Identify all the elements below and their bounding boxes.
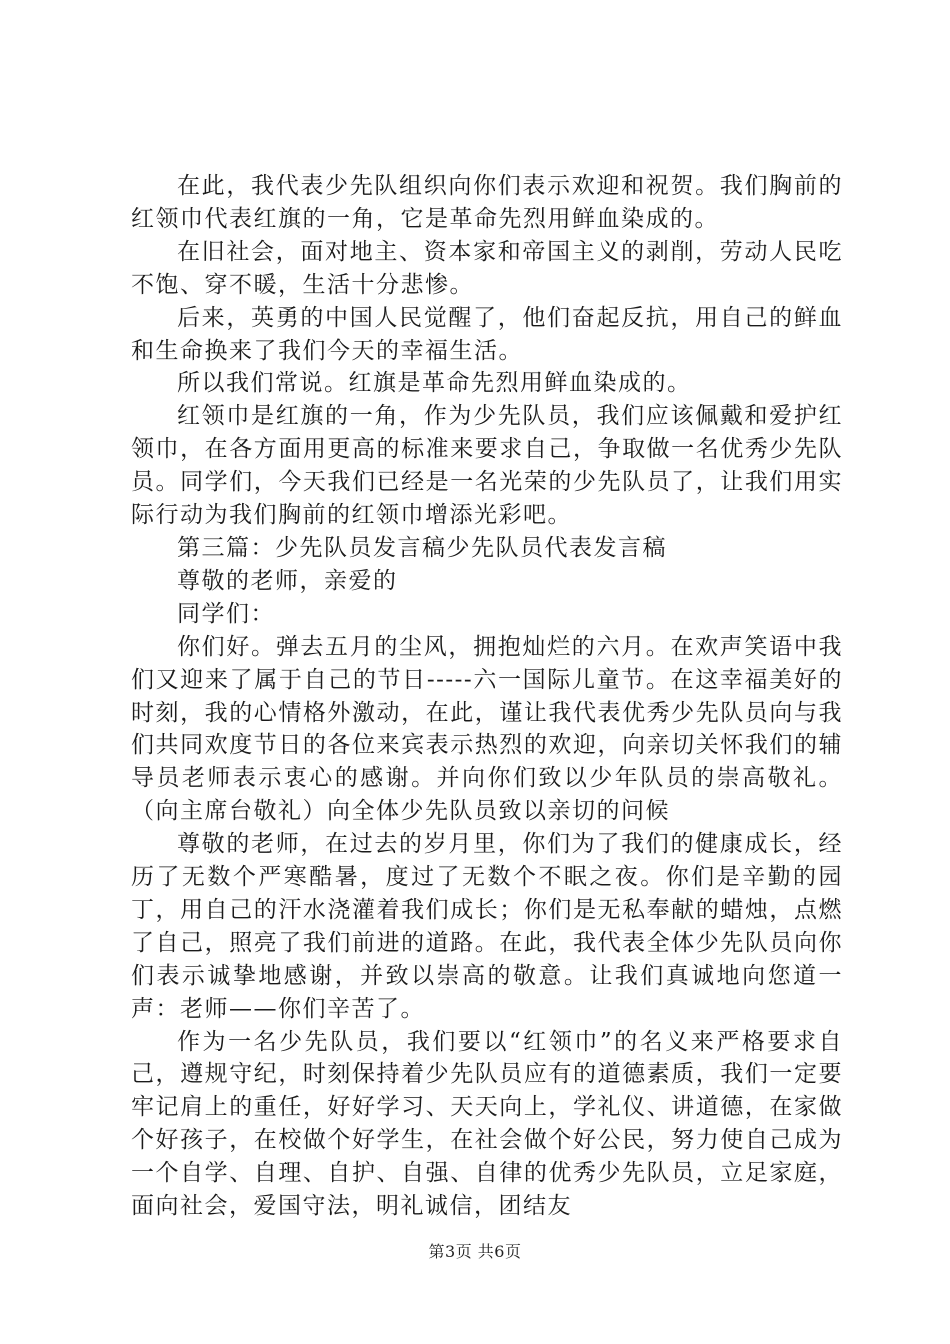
document-body bbox=[131, 170, 843, 1223]
paragraph-pledge: 作为一名少先队员，我们要以“红领巾”的名义来严格要求自己，遵规守纪，时刻保持着少先队员应有的道德素质，我们一定要牢记肩上的重任，好好学习、天天向上，学礼仪、讲道德，在家做个好孩子，在校做个好学生，在社会做个好公民，努力使自己成为一个自学、自理、自护、自强、自律的优秀少先队员，立足家庭，面向社会，爱国守法，明礼诚信，团结友 bbox=[131, 1028, 843, 1220]
section-heading: 第三篇：少先队员发言稿少先队员代表发言稿 bbox=[177, 534, 667, 561]
paragraph-awakening: 后来，英勇的中国人民觉醒了，他们奋起反抗，用自己的鲜血和生命换来了我们今天的幸福生活。 bbox=[131, 304, 843, 364]
page-number: 第3页 共6页 bbox=[428, 1242, 522, 1261]
paragraph-old-society: 在旧社会，面对地主、资本家和帝国主义的剥削，劳动人民吃不饱、穿不暖，生活十分悲惨。 bbox=[131, 238, 843, 298]
paragraph-red-scarf: 红领巾是红旗的一角，作为少先队员，我们应该佩戴和爱护红领巾，在各方面用更高的标准来要求自己，争取做一名优秀少先队员。同学们，今天我们已经是一名光荣的少先队员了，让我们用实际行动为我们胸前的红领巾增添光彩吧。 bbox=[131, 403, 843, 529]
paragraph-greeting: 你们好。弹去五月的尘风，拥抱灿烂的六月。在欢声笑语中我们又迎来了属于自己的节日-----六一国际儿童节。在这幸福美好的时刻，我的心情格外激动，在此，谨让我代表优秀少先队员向与我们共同欢度节日的各位来宾表示热烈的欢迎，向亲切关怀我们的辅导员老师表示衷心的感谢。并向你们致以少年队员的崇高敬礼。（向主席台敬礼）向全体少先队员致以亲切的问候 bbox=[131, 633, 843, 825]
paragraph-welcome: 在此，我代表少先队组织向你们表示欢迎和祝贺。我们胸前的红领巾代表红旗的一角，它是革命先烈用鲜血染成的。 bbox=[131, 173, 843, 232]
paragraph-teachers: 尊敬的老师，在过去的岁月里，你们为了我们的健康成长，经历了无数个严寒酷暑，度过了无数个不眠之夜。你们是辛勤的园丁，用自己的汗水浇灌着我们成长；你们是无私奉献的蜡烛，点燃了自己，照亮了我们前进的道路。在此，我代表全体少先队员向你们表示诚挚地感谢，并致以崇高的敬意。让我们真诚地向您道一声：老师——你们辛苦了。 bbox=[131, 831, 843, 1022]
salutation-line-2: 同学们： bbox=[177, 600, 275, 627]
paragraph-red-flag: 所以我们常说。红旗是革命先烈用鲜血染成的。 bbox=[177, 370, 692, 397]
salutation-line-1: 尊敬的老师，亲爱的 bbox=[177, 567, 398, 594]
